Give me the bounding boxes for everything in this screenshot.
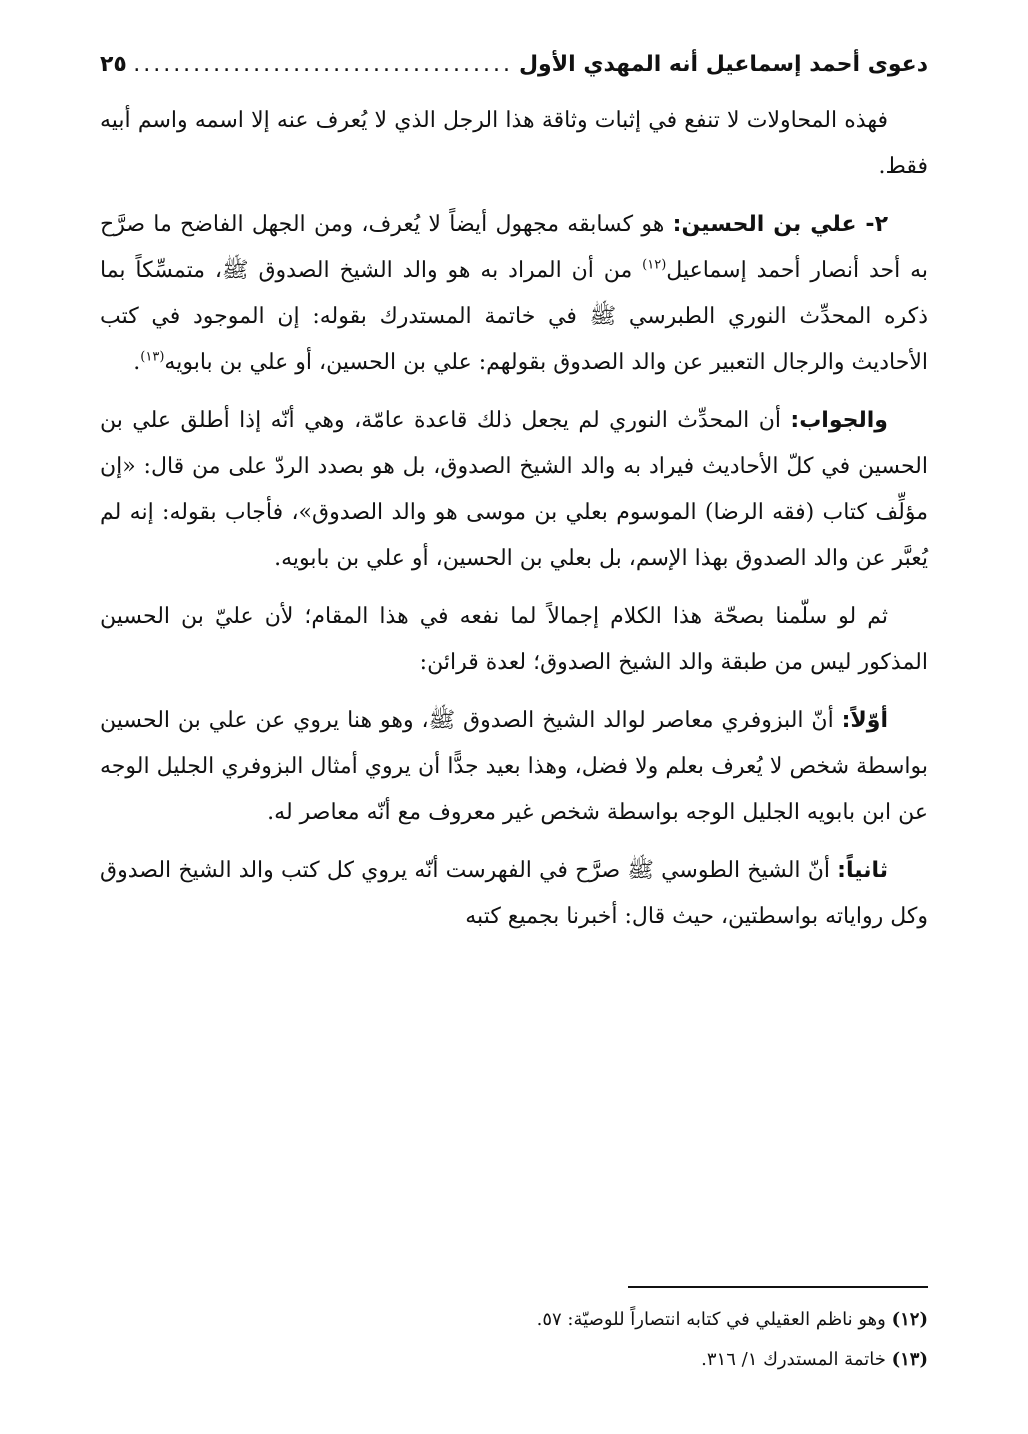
paragraph-2-lead: ٢- علي بن الحسين:	[672, 212, 888, 237]
paragraph-1-text: فهذه المحاولات لا تنفع في إثبات وثاقة هذا الرجل الذي لا يُعرف عنه إلا اسمه واسم أبيه فقط.	[100, 108, 928, 179]
footnote-ref-12[interactable]: (١٢)	[642, 257, 667, 273]
footnote-13-number: (١٣)	[891, 1349, 928, 1370]
paragraph-3-text: أن المحدِّث النوري لم يجعل ذلك قاعدة عامّة، وهي أنّه إذا أطلق علي بن الحسين في كلّ الأحاديث فيراد به والد الشيخ الصدوق، بل هو بصدد الردّ على من قال: «إن مؤلِّف كتاب (فقه الرضا) الموسوم بعلي بن موسى هو والد الصدوق»، فأجاب بقوله: إنه لم يُعبَّر عن والد الصدوق بهذا الإسم، بل بعلي بن الحسين، أو علي بن بابويه.	[100, 408, 928, 571]
book-page	[100, 0, 928, 1434]
paragraph-2-text-b: من أن المراد به هو والد الشيخ الصدوق ﷺ، متمسِّكاً بما ذكره المحدِّث النوري الطبرسي ﷺ في خاتمة المستدرك بقوله: إن الموجود في كتب الأحاديث والرجال التعبير عن والد الصدوق بقولهم: علي بن الحسين، أو علي بن بابويه	[100, 258, 928, 375]
page-number: ٢٥	[100, 51, 127, 77]
paragraph-1	[100, 98, 928, 190]
paragraph-2	[100, 202, 928, 386]
footnote-12-text: وهو ناظم العقيلي في كتابه انتصاراً للوصيّة: ٥٧.	[536, 1309, 886, 1330]
paragraph-4-text: ثم لو سلّمنا بصحّة هذا الكلام إجمالاً لما نفعه في هذا المقام؛ لأن عليّ بن الحسين المذكور ليس من طبقة والد الشيخ الصدوق؛ لعدة قرائن:	[100, 604, 928, 675]
paragraph-2-end: .	[133, 350, 141, 375]
main-text	[100, 98, 928, 952]
paragraph-6-lead: ثانياً:	[837, 858, 888, 883]
paragraph-5-text: أنّ البزوفري معاصر لوالد الشيخ الصدوق ﷺ، وهو هنا يروي عن علي بن الحسين بواسطة شخص لا يُعرف بعلم ولا فضل، وهذا بعيد جدًّا أن يروي أمثال البزوفري الجليل الوجه عن ابن بابويه الجليل الوجه بواسطة شخص غير معروف مع أنّه معاصر له.	[100, 708, 928, 825]
paragraph-5	[100, 698, 928, 836]
footnote-13	[100, 1340, 928, 1380]
leader-dots	[133, 52, 513, 77]
paragraph-3	[100, 398, 928, 582]
footnote-13-text: خاتمة المستدرك ١/ ٣١٦.	[701, 1349, 886, 1370]
paragraph-4	[100, 594, 928, 686]
paragraph-6-text: أنّ الشيخ الطوسي ﷺ صرَّح في الفهرست أنّه يروي كل كتب والد الشيخ الصدوق وكل رواياته بواسطتين، حيث قال: أخبرنا بجميع كتبه	[100, 858, 928, 929]
header-title: دعوى أحمد إسماعيل أنه المهدي الأول	[518, 51, 928, 77]
paragraph-2-text-a: هو كسابقه مجهول أيضاً لا يُعرف، ومن الجهل الفاضح ما صرَّح به أحد أنصار أحمد إسماعيل	[100, 212, 928, 283]
footnotes-section	[100, 1286, 928, 1380]
paragraph-3-lead: والجواب:	[790, 408, 888, 433]
paragraph-6	[100, 848, 928, 940]
paragraph-5-lead: أوّلاً:	[841, 708, 888, 733]
running-header	[100, 44, 928, 84]
footnote-ref-13[interactable]: (١٣)	[140, 349, 165, 365]
footnote-12-number: (١٢)	[891, 1309, 928, 1330]
footnote-12	[100, 1300, 928, 1340]
footnote-divider	[628, 1286, 928, 1288]
